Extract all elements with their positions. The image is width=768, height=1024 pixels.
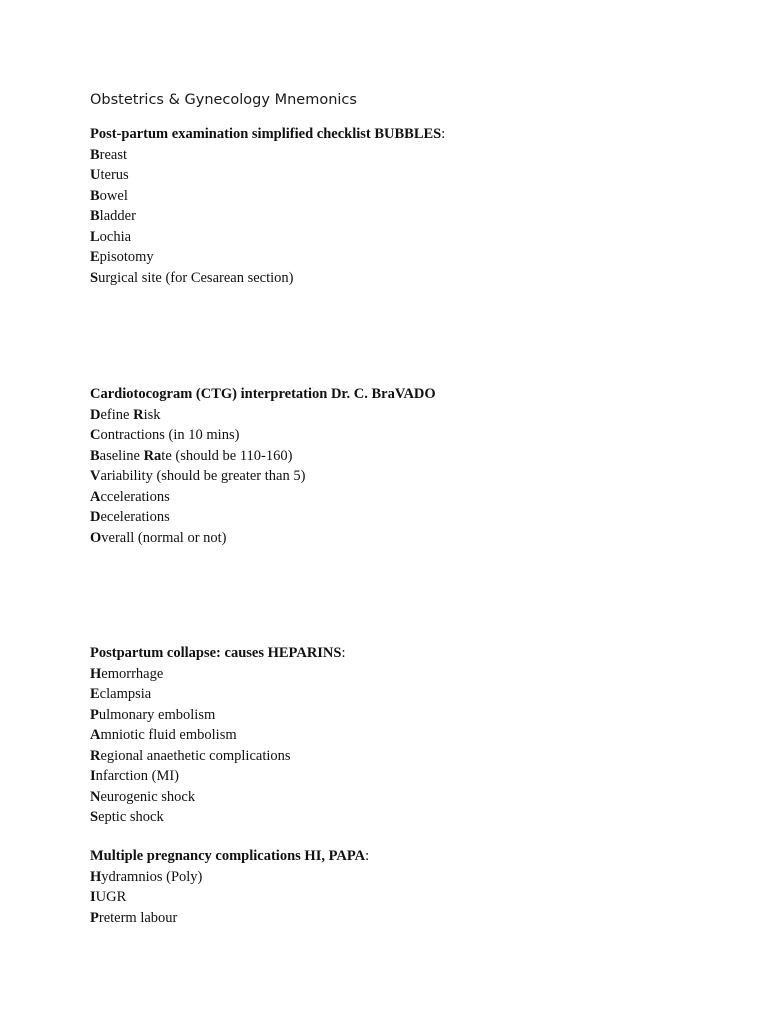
- section-hi-papa: [90, 846, 369, 928]
- list-item: [90, 227, 445, 248]
- list-item: [90, 206, 445, 227]
- section-heading-text: Multiple pregnancy complications HI, PAPA: [90, 848, 366, 864]
- mnemonic-letter: B: [90, 187, 100, 204]
- mnemonic-letter: D: [90, 406, 101, 423]
- mnemonic-letter: Ra: [143, 447, 162, 464]
- item-text: clampsia: [99, 686, 152, 702]
- list-item: [90, 746, 346, 767]
- list-item: [90, 725, 346, 746]
- section-heading: [90, 643, 346, 664]
- mnemonic-letter: B: [90, 208, 100, 224]
- item-text: ochia: [99, 228, 132, 245]
- mnemonic-letter: H: [90, 868, 102, 885]
- list-item: [90, 787, 346, 808]
- list-item: [90, 507, 436, 528]
- list-item: [90, 425, 436, 446]
- item-text: ecelerations: [100, 509, 170, 525]
- section-bubbles: [90, 124, 445, 288]
- item-text: UGR: [95, 889, 127, 905]
- item-text: eurogenic shock: [100, 788, 196, 805]
- mnemonic-letter: I: [90, 889, 96, 905]
- mnemonic-letter: A: [90, 727, 101, 743]
- item-text: ccelerations: [100, 488, 170, 505]
- item-text: terus: [100, 167, 129, 183]
- list-item: [90, 528, 436, 549]
- mnemonic-letter: A: [90, 488, 101, 505]
- mnemonic-letter: H: [90, 665, 102, 682]
- mnemonic-letter: R: [133, 406, 144, 423]
- list-item: [90, 405, 436, 426]
- list-item: [90, 466, 436, 487]
- list-item: [90, 867, 369, 888]
- list-item: [90, 247, 445, 268]
- item-text: verall (normal or not): [101, 529, 227, 546]
- item-text: ydramnios (Poly): [101, 868, 203, 885]
- mnemonic-letter: S: [90, 809, 99, 825]
- list-item: [90, 887, 369, 908]
- section-heading: [90, 846, 369, 867]
- item-text: ontractions (in 10 mins): [100, 427, 240, 443]
- section-heading: [90, 124, 445, 145]
- document-title: Obstetrics & Gynecology Mnemonics: [90, 92, 357, 108]
- mnemonic-letter: C: [90, 427, 101, 443]
- item-text: isk: [143, 406, 161, 423]
- list-item: [90, 186, 445, 207]
- list-item: [90, 684, 346, 705]
- mnemonic-letter: N: [90, 788, 101, 805]
- item-text: efine: [100, 406, 134, 423]
- item-text: eptic shock: [98, 809, 164, 825]
- item-text: owel: [99, 187, 128, 204]
- mnemonic-letter: P: [90, 909, 99, 926]
- item-text: emorrhage: [101, 665, 164, 682]
- list-item: [90, 145, 445, 166]
- item-text: te (should be 110-160): [161, 447, 293, 464]
- section-ctg: [90, 384, 436, 548]
- section-heading-text: Postpartum collapse: causes HEPARINS: [90, 645, 342, 661]
- mnemonic-letter: U: [90, 167, 101, 183]
- item-text: ariability (should be greater than 5): [100, 468, 306, 484]
- item-text: aseline: [99, 447, 144, 464]
- mnemonic-letter: P: [90, 706, 99, 723]
- list-item: [90, 487, 436, 508]
- section-heading-text: Post-partum examination simplified checklist BUBBLES: [90, 126, 442, 142]
- section-heading-suffix: :: [365, 848, 370, 864]
- item-text: mniotic fluid embolism: [100, 727, 237, 743]
- section-heading-suffix: :: [341, 645, 346, 661]
- mnemonic-letter: D: [90, 509, 101, 525]
- section-heading: [90, 384, 436, 405]
- mnemonic-letter: S: [90, 269, 99, 286]
- list-item: [90, 807, 346, 828]
- mnemonic-letter: B: [90, 146, 100, 163]
- mnemonic-letter: B: [90, 447, 100, 464]
- list-item: [90, 446, 436, 467]
- list-item: [90, 908, 369, 929]
- list-item: [90, 766, 346, 787]
- mnemonic-letter: R: [90, 747, 101, 764]
- mnemonic-letter: L: [90, 228, 100, 245]
- item-text: ladder: [99, 208, 136, 224]
- item-text: pisotomy: [99, 249, 154, 265]
- list-item: [90, 268, 445, 289]
- item-text: ulmonary embolism: [98, 706, 216, 723]
- mnemonic-letter: O: [90, 529, 102, 546]
- section-heading-text: Cardiotocogram (CTG) interpretation Dr. C. BraVADO: [90, 386, 436, 402]
- mnemonic-letter: V: [90, 468, 101, 484]
- item-text: nfarction (MI): [95, 768, 179, 784]
- list-item: [90, 165, 445, 186]
- section-heading-suffix: :: [441, 126, 446, 142]
- item-text: egional anaethetic complications: [100, 747, 291, 764]
- list-item: [90, 664, 346, 685]
- item-text: urgical site (for Cesarean section): [98, 269, 294, 286]
- mnemonic-letter: I: [90, 768, 96, 784]
- mnemonic-letter: E: [90, 249, 100, 265]
- item-text: reast: [99, 146, 128, 163]
- list-item: [90, 705, 346, 726]
- section-heparins: [90, 643, 346, 828]
- mnemonic-letter: E: [90, 686, 100, 702]
- item-text: reterm labour: [98, 909, 178, 926]
